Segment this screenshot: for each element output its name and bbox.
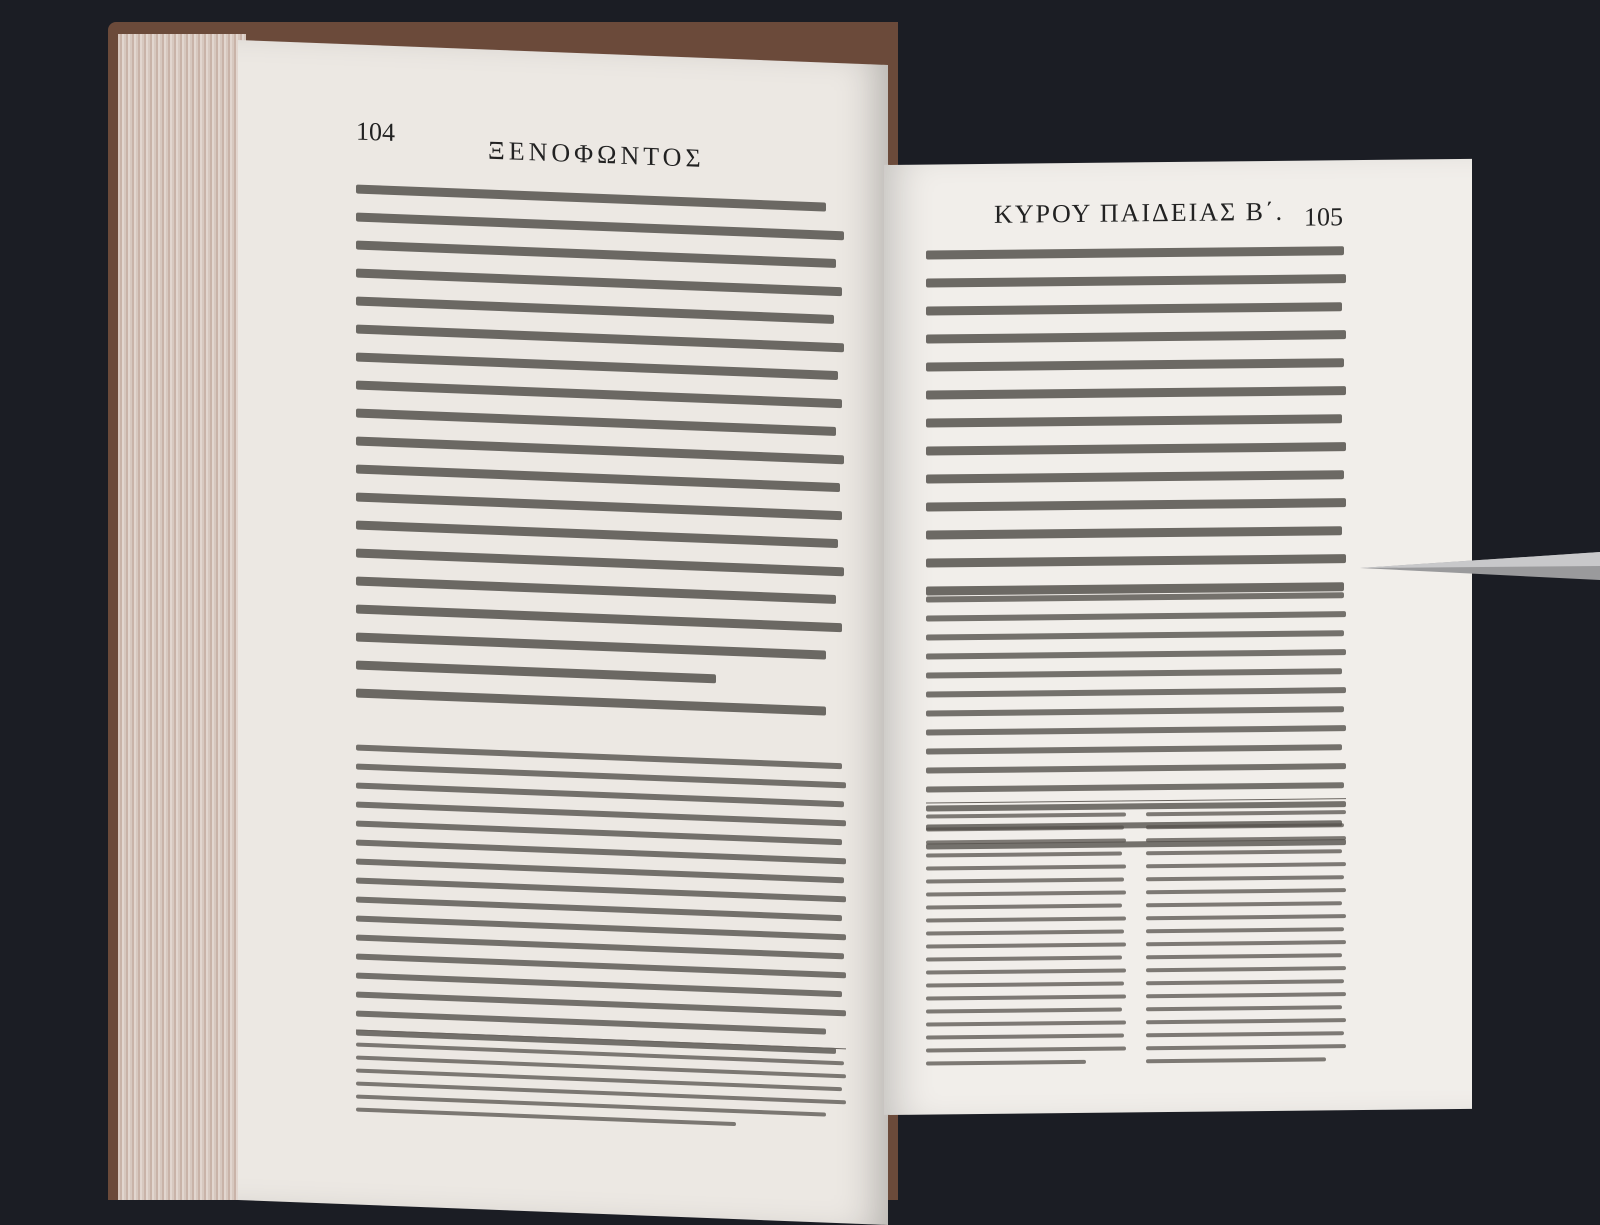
left-running-head: ΞΕΝΟΦΩΝΤΟΣ [488,135,705,173]
right-page [884,159,1472,1115]
left-greek-text [356,185,846,736]
right-footnotes-col-2 [1146,810,1346,1072]
left-page [238,40,888,1225]
right-greek-text [926,246,1346,614]
right-page-number: 105 [1304,202,1343,232]
letter-opener-blade [1360,548,1600,584]
right-footnotes-col-1 [926,812,1126,1074]
page-edges [118,34,246,1200]
left-page-number: 104 [356,116,395,148]
right-running-head: ΚΥΡΟΥ ΠΑΙΔΕΙΑΣ Β΄. [994,196,1285,229]
left-latin-text [356,745,846,1068]
